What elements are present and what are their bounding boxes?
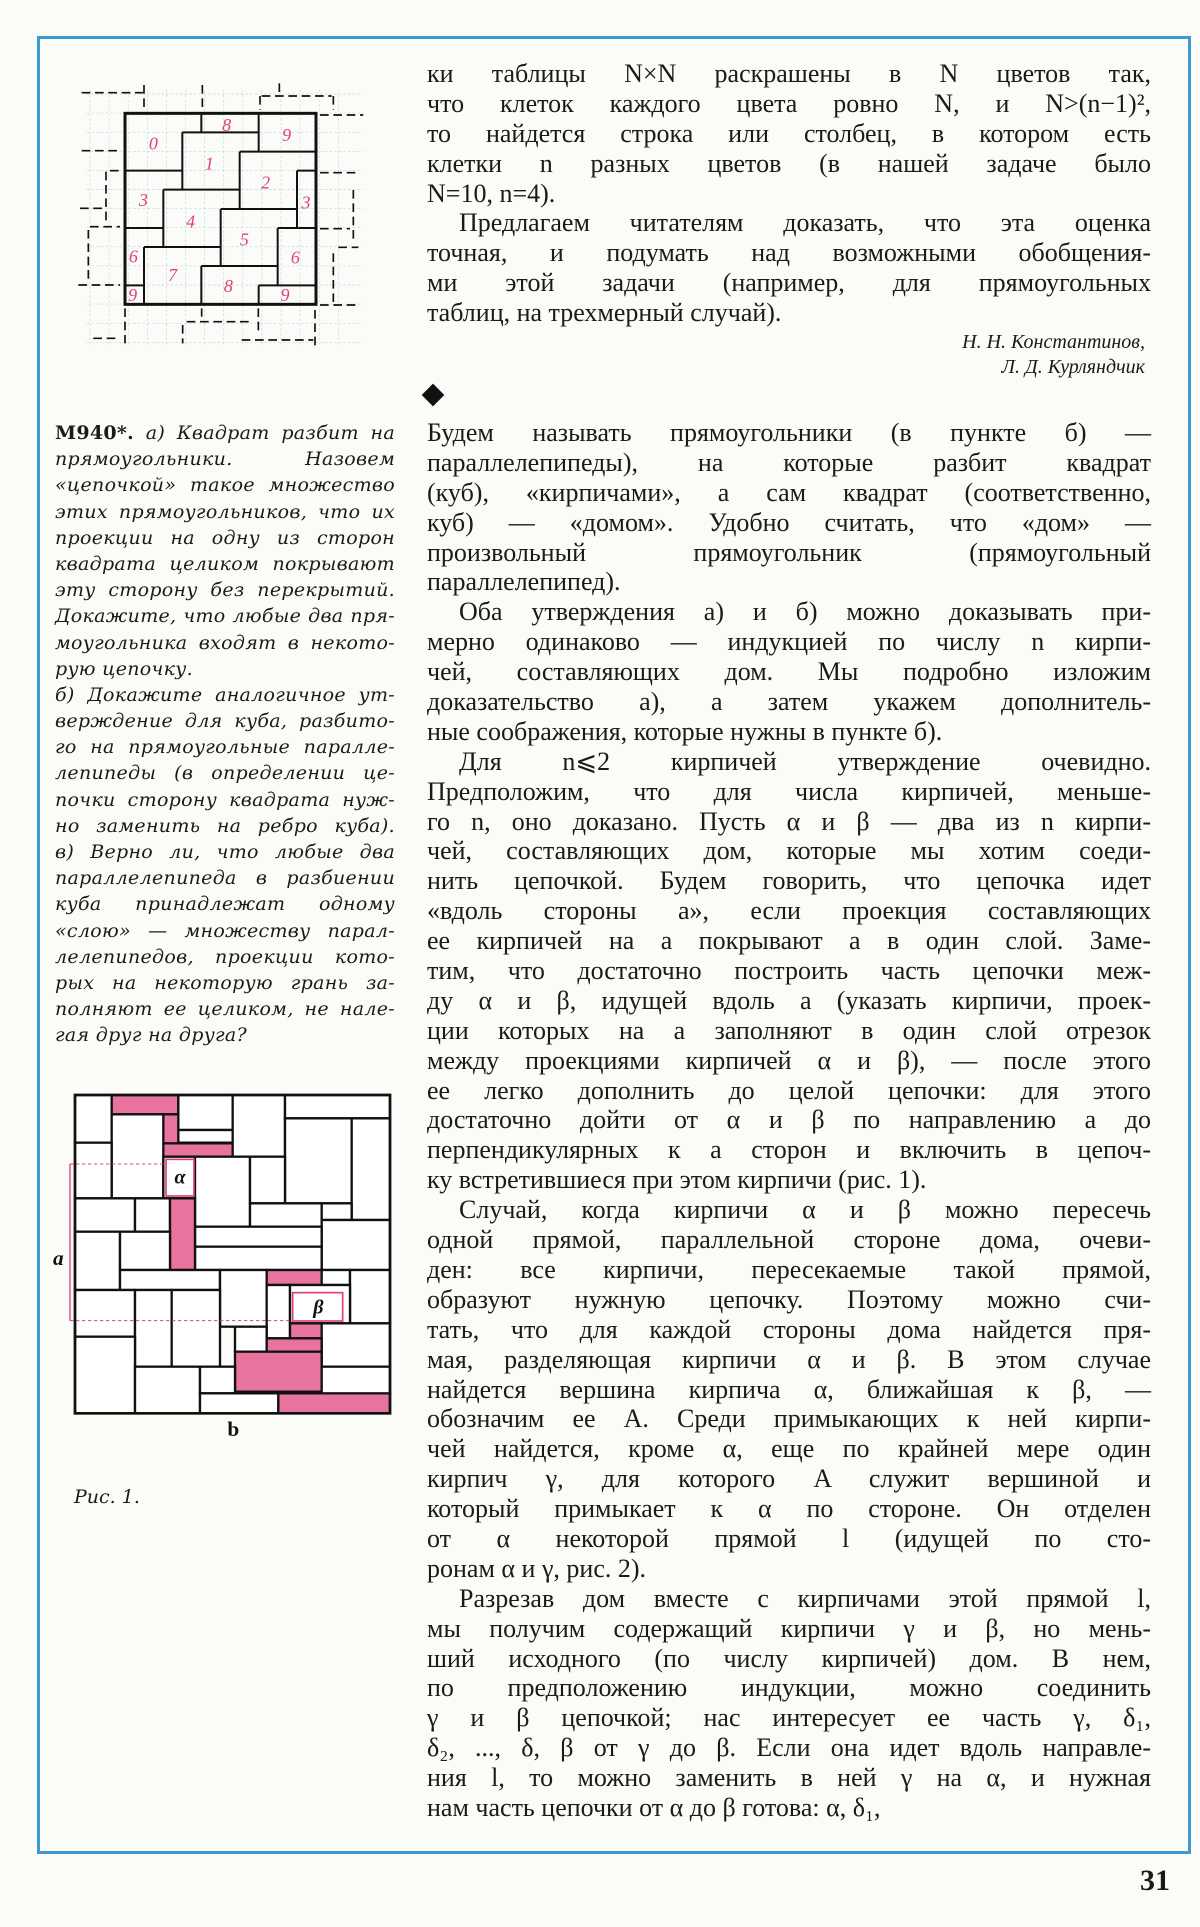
chain-brick xyxy=(278,1393,390,1413)
problem-line: прямоугольники. Назовем xyxy=(55,448,395,471)
brick xyxy=(322,1323,390,1366)
text-line: (куб), «кирпичами», а сам квадрат (соответственно, xyxy=(427,477,1151,507)
solution-text xyxy=(427,418,1151,1823)
grid-coloring-figure xyxy=(0,0,420,400)
text-line: что клеток каждого цвета ровно N, и N>(n−1)², xyxy=(427,88,1151,118)
chain-brick xyxy=(163,1114,178,1143)
problem-line: полняют ее целиком, не нале- xyxy=(55,998,395,1021)
brick xyxy=(120,1270,220,1290)
text-line: ее легко дополнить до целой цепочки: для этого xyxy=(427,1075,1151,1105)
brick xyxy=(172,1290,220,1367)
brick xyxy=(75,1337,135,1414)
brick xyxy=(267,1285,290,1338)
brick xyxy=(120,1232,170,1270)
problem-line: куба принадлежат одному xyxy=(55,893,395,916)
text-line: «вдоль стороны a», если проекция составляющих xyxy=(427,896,1151,926)
text-line: нам часть цепочки от α до β готова: α, δ₁, xyxy=(427,1792,881,1822)
text-line: ронам α и γ, рис. 2). xyxy=(427,1553,647,1583)
figure-caption: Рис. 1. xyxy=(74,1486,140,1508)
brick xyxy=(350,1270,390,1323)
article-continuation xyxy=(427,59,1151,328)
brick xyxy=(75,1095,112,1143)
text-line: кирпич γ, для которого A служит вершиной и xyxy=(427,1464,1151,1494)
text-line: ные соображения, которые нужны в пункте б). xyxy=(427,716,943,746)
text-line: Оба утверждения а) и б) можно доказывать при- xyxy=(459,597,1151,627)
text-line: обозначим ее A. Среди примыкающих к ней кирпи- xyxy=(427,1404,1151,1434)
text-line: ки таблицы N×N раскрашены в N цветов так, xyxy=(427,59,1151,88)
color-number: 2 xyxy=(261,172,271,193)
color-number: 5 xyxy=(239,229,249,250)
alpha-label: α xyxy=(174,1166,186,1189)
chain-brick xyxy=(267,1270,322,1285)
text-line: чей, составляющих дом, которые мы хотим соеди- xyxy=(427,836,1151,866)
color-number: 9 xyxy=(282,125,292,145)
brick xyxy=(135,1367,200,1414)
problem-line: «слою» — множеству парал- xyxy=(55,919,395,942)
text-line: найдется вершина кирпича α, ближайшая к β, — xyxy=(427,1374,1151,1404)
problem-line: в) Верно ли, что любые два xyxy=(55,841,395,863)
problem-statement xyxy=(55,420,395,1049)
brick xyxy=(75,1198,135,1231)
brick xyxy=(200,1393,278,1413)
color-number: 6 xyxy=(290,247,300,268)
text-line: тать, что для каждой стороны дома найдется пря- xyxy=(427,1314,1151,1344)
side-a-label: a xyxy=(52,1246,64,1270)
brick xyxy=(195,1157,250,1227)
text-line: от α некоторой прямой l (идущей по сто- xyxy=(427,1523,1151,1553)
text-line: доказательство а), а затем укажем дополнитель- xyxy=(427,687,1151,717)
text-line: N=10, n=4). xyxy=(427,178,556,208)
color-number: 6 xyxy=(128,246,138,267)
problem-line: го на прямоугольные паралле- xyxy=(55,736,395,759)
text-line: куб) — «домом». Удобно считать, что «дом» — xyxy=(427,507,1151,537)
problem-line: гая друг на друга? xyxy=(55,1024,248,1047)
text-line: произвольный прямоугольник (прямоугольный xyxy=(427,537,1151,567)
color-number: 1 xyxy=(204,153,214,174)
page-number: 31 xyxy=(1140,1864,1170,1897)
color-number: 8 xyxy=(223,276,233,296)
problem-line: лелепипедов, проекции кото- xyxy=(55,945,395,968)
author-2: Л. Д. Курляндчик xyxy=(1001,356,1145,378)
brick xyxy=(250,1157,285,1204)
color-number: 8 xyxy=(222,115,232,135)
text-line: ния l, то можно заменить в ней γ на α, и нужная xyxy=(427,1763,1151,1793)
beta-label: β xyxy=(313,1296,324,1319)
text-line: по предположению индукции, можно соединить xyxy=(427,1673,1151,1703)
text-line: Случай, когда кирпичи α и β можно пересечь xyxy=(459,1195,1151,1225)
text-line: го n, оно доказано. Пусть α и β — два из n кирпи- xyxy=(427,806,1151,836)
text-line: одной прямой, параллельной стороне дома, очеви- xyxy=(427,1225,1151,1255)
chain-brick xyxy=(235,1352,322,1392)
text-line: чей найдется, кроме α, еще по крайней мере один xyxy=(427,1434,1151,1464)
color-number: 9 xyxy=(280,285,290,305)
text-line: ми этой задачи (например, для прямоугольных xyxy=(427,268,1151,298)
problem-line: лепипеды (в определении це- xyxy=(55,762,395,785)
problem-line: Докажите, что любые два пря- xyxy=(55,605,395,628)
brick xyxy=(75,1143,112,1199)
author-1: Н. Н. Константинов, xyxy=(962,331,1145,353)
text-line: Разрезав дом вместе с кирпичами этой прямой l, xyxy=(459,1583,1151,1613)
bricks-figure xyxy=(40,1080,410,1440)
brick xyxy=(352,1118,390,1220)
chain-brick xyxy=(112,1095,179,1114)
text-line: мы получим содержащий кирпичи γ и β, но мень- xyxy=(427,1613,1151,1643)
problem-line: моугольника входят в некото- xyxy=(55,631,395,654)
text-line: γ и β цепочкой; нас интересует ее часть γ, δ₁, xyxy=(427,1703,1151,1733)
text-line: ции которых на a заполняют в один слой отрезок xyxy=(427,1015,1151,1045)
brick xyxy=(75,1232,120,1290)
problem-line xyxy=(55,420,395,446)
problem-line: «цепочкой» такое множество xyxy=(55,474,395,497)
brick xyxy=(135,1198,170,1231)
brick xyxy=(285,1095,390,1118)
text-line: параллелепипеды), на которые разбит квадрат xyxy=(427,447,1151,477)
brick xyxy=(178,1130,232,1143)
text-line: между проекциями кирпичей α и β), — после этого xyxy=(427,1045,1151,1075)
text-line: ший исходного (по числу кирпичей) дом. В нем, xyxy=(427,1643,1151,1673)
brick xyxy=(135,1290,172,1367)
problem-line: параллелепипеда в разбиении xyxy=(55,867,395,890)
brick xyxy=(322,1367,390,1394)
text-line: таблиц, на трехмерный случай). xyxy=(427,298,782,328)
color-number: 0 xyxy=(148,133,158,154)
text-line: Для n⩽2 кирпичей утверждение очевидно. xyxy=(459,746,1151,776)
text-line: Предположим, что для числа кирпичей, меньше- xyxy=(427,776,1151,806)
problem-line: рую цепочку. xyxy=(55,657,193,680)
color-number: 4 xyxy=(186,211,196,232)
problem-line: эту сторону без перекрытий. xyxy=(55,579,395,602)
text-line: Будем называть прямоугольники (в пункте б) — xyxy=(427,418,1151,447)
text-line: чей, составляющих дом. Мы подробно изложим xyxy=(427,657,1151,687)
brick xyxy=(322,1220,390,1270)
text-line: ду α и β, идущей вдоль a (указать кирпичи, проек- xyxy=(427,985,1151,1015)
text-line: образуют нужную цепочку. Поэтому можно счи- xyxy=(427,1284,1151,1314)
text-line: тим, что достаточно построить часть цепочки меж- xyxy=(427,956,1151,986)
brick xyxy=(235,1327,267,1352)
brick xyxy=(233,1095,285,1157)
brick xyxy=(75,1290,135,1337)
text-line: ден: все кирпичи, пересекаемые такой прямой, xyxy=(427,1254,1151,1284)
authors xyxy=(700,330,1145,380)
problem-line: проекции на одну из сторон xyxy=(55,526,395,549)
brick xyxy=(322,1203,352,1220)
brick xyxy=(322,1270,350,1285)
brick xyxy=(178,1095,232,1130)
text-line: точная, и подумать над возможными обобщения- xyxy=(427,238,1151,268)
text-line: который примыкает к α по стороне. Он отделен xyxy=(427,1494,1151,1524)
text-line: то найдется строка или столбец, в котором есть xyxy=(427,118,1151,148)
problem-line: но заменить на ребро куба). xyxy=(55,814,395,837)
text-line: мая, разделяющая кирпичи α и β. В этом случае xyxy=(427,1344,1151,1374)
problem-line: квадрата целиком покрывают xyxy=(55,552,395,575)
problem-number: М940*. xyxy=(55,422,135,444)
chain-brick xyxy=(170,1198,195,1270)
problem-text: а) Квадрат разбит на xyxy=(145,422,395,444)
color-number: 3 xyxy=(138,190,148,210)
brick xyxy=(195,1227,322,1247)
brick xyxy=(195,1247,322,1270)
side-b-label: b xyxy=(227,1417,240,1440)
text-line: клетки n разных цветов (в нашей задаче было xyxy=(427,148,1151,178)
text-line: параллелепипед). xyxy=(427,567,621,597)
brick xyxy=(250,1203,322,1226)
brick xyxy=(200,1367,235,1394)
problem-line: рых на некоторую грань за- xyxy=(55,971,395,994)
problem-line: почки сторону квадрата нуж- xyxy=(55,788,395,811)
text-line: достаточно дойти от α и β по направлению a до xyxy=(427,1105,1151,1135)
text-line: нить цепочкой. Будем говорить, что цепочка идет xyxy=(427,866,1151,896)
color-number: 3 xyxy=(301,192,311,213)
text-line: ку встретившиеся при этом кирпичи (рис. 1). xyxy=(427,1165,927,1195)
text-line: δ₂, ..., δ, β от γ до β. Если она идет вдоль направле- xyxy=(427,1733,1151,1763)
chain-brick xyxy=(163,1143,232,1156)
brick xyxy=(112,1114,164,1198)
text-line: перпендикулярных к a сторон и включить в цепоч- xyxy=(427,1135,1151,1165)
problem-line: б) Докажите аналогичное ут- xyxy=(55,683,395,706)
chain-brick xyxy=(290,1323,322,1338)
chain-brick xyxy=(267,1338,322,1351)
problem-line: этих прямоугольников, что их xyxy=(55,500,395,523)
text-line: мерно одинаково — индукцией по числу n кирпи- xyxy=(427,627,1151,657)
text-line: ее кирпичей на a покрывают a в один слой. Заме- xyxy=(427,926,1151,956)
brick xyxy=(285,1118,352,1203)
problem-line: верждение для куба, разбито- xyxy=(55,710,395,733)
text-line: Предлагаем читателям доказать, что эта оценка xyxy=(459,208,1151,238)
color-number: 7 xyxy=(168,265,178,285)
color-number: 9 xyxy=(128,285,138,305)
brick xyxy=(220,1270,267,1327)
